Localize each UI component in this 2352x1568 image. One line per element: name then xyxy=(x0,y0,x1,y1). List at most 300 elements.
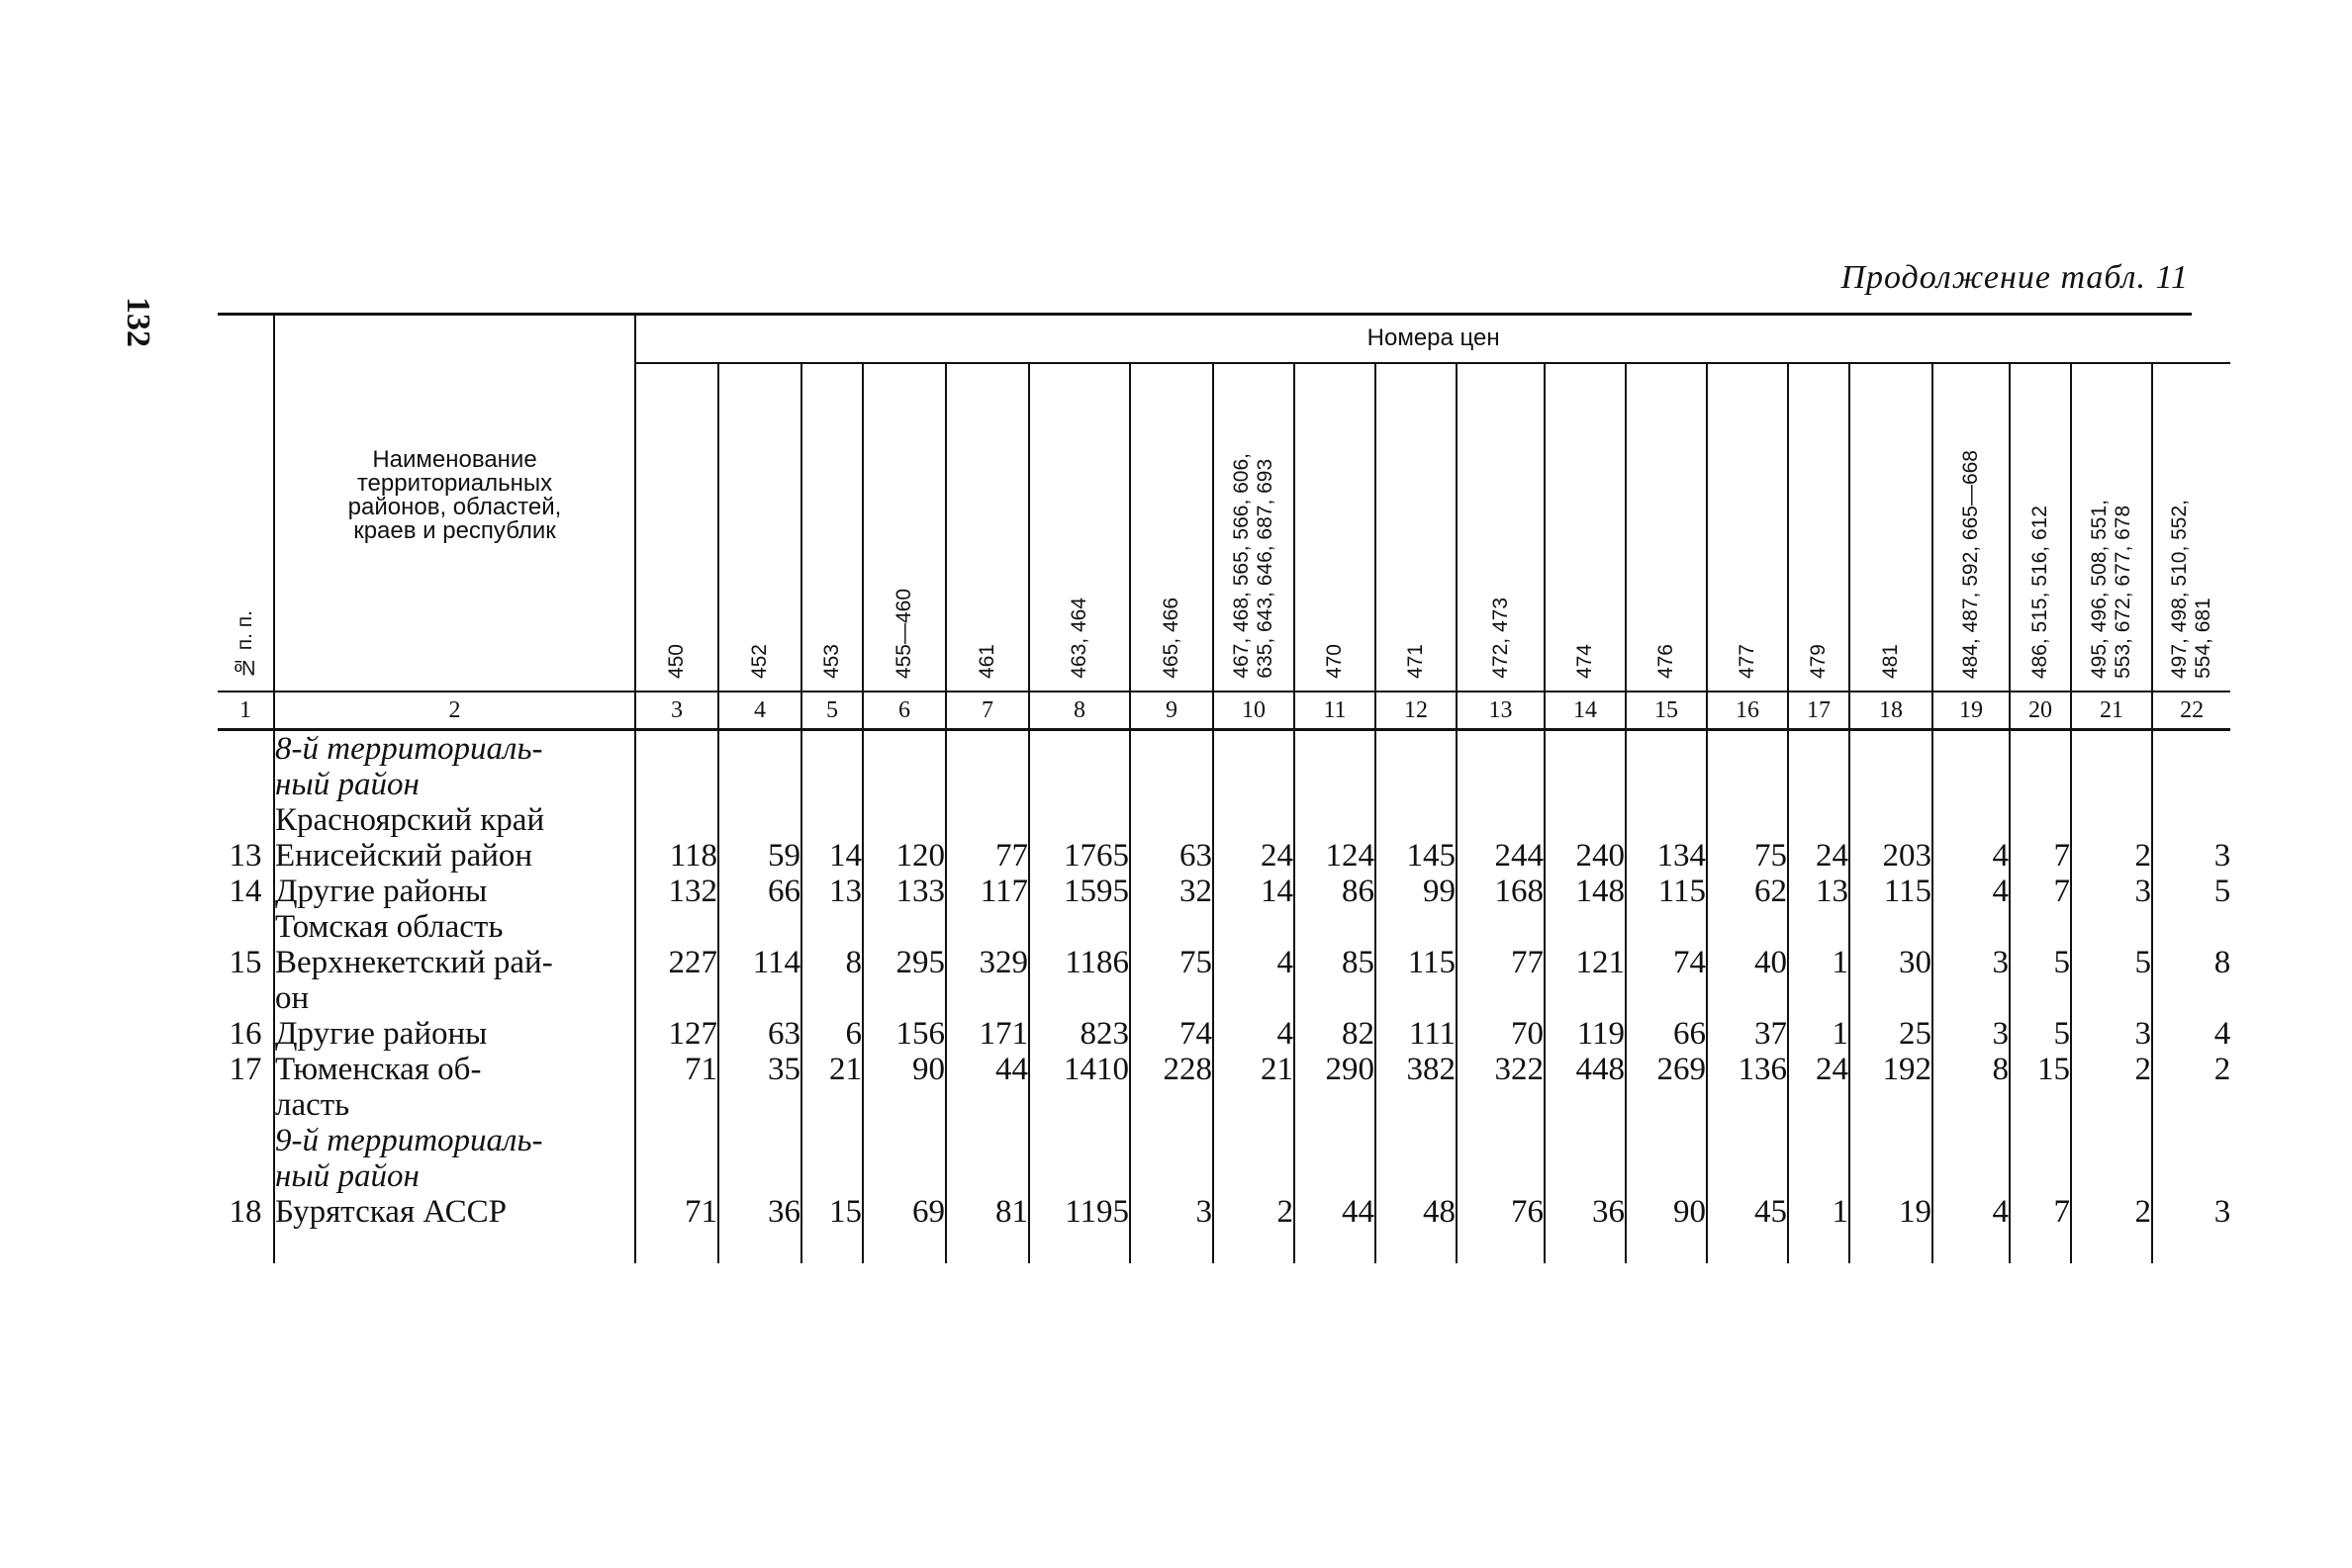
spacer-cell xyxy=(1849,1230,1932,1263)
price-value-cell: 120 xyxy=(863,838,946,874)
price-value-cell xyxy=(1375,802,1457,838)
price-value-cell xyxy=(801,802,863,838)
price-column-label: 463, 464 xyxy=(1068,598,1090,679)
price-column-label: 479 xyxy=(1807,643,1830,679)
column-number: 2 xyxy=(274,692,635,730)
price-value-cell xyxy=(1457,802,1545,838)
price-value-cell xyxy=(718,730,801,803)
price-value-cell xyxy=(1707,730,1788,803)
price-value-cell: 76 xyxy=(1457,1194,1545,1230)
price-value-cell xyxy=(1707,1123,1788,1194)
spacer-cell xyxy=(1375,1230,1457,1263)
spacer-cell xyxy=(1457,1230,1545,1263)
price-column-header xyxy=(1029,363,1130,692)
price-value-cell: 21 xyxy=(1213,1052,1294,1123)
price-value-cell xyxy=(1457,909,1545,945)
price-value-cell xyxy=(1849,730,1932,803)
price-value-cell: 115 xyxy=(1849,874,1932,909)
spacer-cell xyxy=(1213,1230,1294,1263)
price-value-cell xyxy=(946,802,1029,838)
price-value-cell xyxy=(1130,802,1213,838)
price-value-cell xyxy=(1375,1123,1457,1194)
price-value-cell xyxy=(863,802,946,838)
price-value-cell xyxy=(946,1123,1029,1194)
spacer-cell xyxy=(1788,1230,1849,1263)
price-column-header xyxy=(1932,363,2010,692)
price-value-cell: 24 xyxy=(1213,838,1294,874)
price-value-cell: 171 xyxy=(946,1016,1029,1052)
spacer-cell xyxy=(1626,1230,1707,1263)
price-value-cell xyxy=(718,909,801,945)
price-value-cell xyxy=(1029,802,1130,838)
table-continuation-title: Продолжение табл. 11 xyxy=(1840,259,2189,296)
price-column-header xyxy=(2152,363,2230,692)
price-value-cell: 15 xyxy=(2010,1052,2071,1123)
price-value-cell: 24 xyxy=(1788,838,1849,874)
price-value-cell: 77 xyxy=(946,838,1029,874)
column-number: 14 xyxy=(1545,692,1626,730)
price-value-cell: 5 xyxy=(2152,874,2230,909)
price-value-cell xyxy=(1213,802,1294,838)
price-column-label: 461 xyxy=(976,643,998,679)
price-value-cell: 13 xyxy=(1788,874,1849,909)
price-value-cell xyxy=(1788,1123,1849,1194)
price-value-cell: 45 xyxy=(1707,1194,1788,1230)
column-number: 4 xyxy=(718,692,801,730)
table-row xyxy=(218,1123,2230,1194)
price-value-cell: 2 xyxy=(2071,1052,2152,1123)
price-column-header xyxy=(2010,363,2071,692)
price-value-cell xyxy=(2010,1123,2071,1194)
price-value-cell xyxy=(1626,802,1707,838)
row-name: Томская область xyxy=(274,909,635,945)
price-value-cell xyxy=(863,909,946,945)
column-number: 16 xyxy=(1707,692,1788,730)
price-value-cell xyxy=(2071,730,2152,803)
price-value-cell: 133 xyxy=(863,874,946,909)
price-value-cell: 145 xyxy=(1375,838,1457,874)
price-value-cell xyxy=(718,802,801,838)
price-value-cell xyxy=(1029,909,1130,945)
price-value-cell xyxy=(2010,802,2071,838)
price-value-cell xyxy=(635,802,718,838)
price-value-cell xyxy=(1294,730,1375,803)
row-name: 8-й территориаль- ный район xyxy=(274,730,635,803)
row-name: Тюменская об- ласть xyxy=(274,1052,635,1123)
price-column-label: 495, 496, 508, 551, 553, 672, 677, 678 xyxy=(2088,500,2134,679)
price-value-cell: 115 xyxy=(1626,874,1707,909)
table-row xyxy=(218,838,2230,874)
row-name: Бурятская АССР xyxy=(274,1194,635,1230)
price-value-cell: 3 xyxy=(2152,1194,2230,1230)
price-value-cell xyxy=(635,909,718,945)
price-value-cell: 75 xyxy=(1707,838,1788,874)
price-value-cell: 3 xyxy=(1932,945,2010,1016)
column-number: 21 xyxy=(2071,692,2152,730)
row-number xyxy=(218,1123,274,1194)
price-value-cell: 1 xyxy=(1788,1194,1849,1230)
price-value-cell: 74 xyxy=(1626,945,1707,1016)
price-value-cell: 124 xyxy=(1294,838,1375,874)
price-column-label: 476 xyxy=(1654,643,1677,679)
price-value-cell xyxy=(1626,730,1707,803)
page-number: 132 xyxy=(120,297,156,347)
price-value-cell: 4 xyxy=(1932,1194,2010,1230)
column-number: 5 xyxy=(801,692,863,730)
price-value-cell: 14 xyxy=(1213,874,1294,909)
price-value-cell: 24 xyxy=(1788,1052,1849,1123)
price-value-cell: 21 xyxy=(801,1052,863,1123)
row-name: Красноярский край xyxy=(274,802,635,838)
price-value-cell: 132 xyxy=(635,874,718,909)
row-number: 13 xyxy=(229,838,262,874)
price-value-cell xyxy=(1130,1123,1213,1194)
price-value-cell: 19 xyxy=(1849,1194,1932,1230)
price-value-cell: 295 xyxy=(863,945,946,1016)
price-value-cell xyxy=(1932,1123,2010,1194)
price-value-cell: 134 xyxy=(1626,838,1707,874)
row-name: Другие районы xyxy=(274,874,635,909)
price-value-cell xyxy=(1213,909,1294,945)
price-value-cell xyxy=(1294,1123,1375,1194)
row-name: Другие районы xyxy=(274,1016,635,1052)
price-value-cell: 63 xyxy=(718,1016,801,1052)
price-value-cell: 25 xyxy=(1849,1016,1932,1052)
price-value-cell: 2 xyxy=(1213,1194,1294,1230)
price-value-cell: 322 xyxy=(1457,1052,1545,1123)
price-value-cell: 85 xyxy=(1294,945,1375,1016)
price-value-cell: 2 xyxy=(2071,1194,2152,1230)
price-column-header xyxy=(1375,363,1457,692)
price-value-cell xyxy=(1130,730,1213,803)
price-column-header xyxy=(1707,363,1788,692)
price-column-header xyxy=(1457,363,1545,692)
price-value-cell xyxy=(1213,1123,1294,1194)
column-number: 10 xyxy=(1213,692,1294,730)
price-column-label: 472, 473 xyxy=(1488,598,1512,679)
price-column-header xyxy=(1213,363,1294,692)
column-number: 18 xyxy=(1849,692,1932,730)
price-column-label: 465, 466 xyxy=(1160,598,1182,679)
price-value-cell: 269 xyxy=(1626,1052,1707,1123)
price-value-cell: 127 xyxy=(635,1016,718,1052)
spacer-cell xyxy=(2071,1230,2152,1263)
price-column-label: 481 xyxy=(1879,643,1902,679)
price-value-cell xyxy=(863,730,946,803)
price-value-cell xyxy=(1626,1123,1707,1194)
price-value-cell xyxy=(1707,802,1788,838)
price-column-label: 470 xyxy=(1323,643,1346,679)
column-number: 12 xyxy=(1375,692,1457,730)
spacer-cell xyxy=(2010,1230,2071,1263)
price-value-cell: 192 xyxy=(1849,1052,1932,1123)
price-value-cell xyxy=(801,730,863,803)
price-value-cell xyxy=(1545,802,1626,838)
price-value-cell: 227 xyxy=(635,945,718,1016)
price-column-header xyxy=(1788,363,1849,692)
price-value-cell xyxy=(1545,730,1626,803)
price-value-cell: 8 xyxy=(2152,945,2230,1016)
price-column-label: 474 xyxy=(1573,643,1596,679)
price-value-cell: 121 xyxy=(1545,945,1626,1016)
price-value-cell: 86 xyxy=(1294,874,1375,909)
price-column-header xyxy=(718,363,801,692)
price-column-label: 484, 487, 592, 665—668 xyxy=(1959,449,1982,679)
table-row xyxy=(218,1194,2230,1230)
price-value-cell xyxy=(1932,802,2010,838)
column-numbers-row xyxy=(218,692,2230,730)
price-column-header xyxy=(946,363,1029,692)
price-value-cell: 4 xyxy=(1932,838,2010,874)
price-value-cell: 44 xyxy=(1294,1194,1375,1230)
price-value-cell: 3 xyxy=(1932,1016,2010,1052)
price-value-cell: 30 xyxy=(1849,945,1932,1016)
column-number: 3 xyxy=(635,692,718,730)
price-column-header xyxy=(1849,363,1932,692)
price-value-cell: 448 xyxy=(1545,1052,1626,1123)
spacer-cell xyxy=(635,1230,718,1263)
column-number: 15 xyxy=(1626,692,1707,730)
price-value-cell: 1765 xyxy=(1029,838,1130,874)
price-value-cell xyxy=(946,909,1029,945)
row-number xyxy=(218,730,274,803)
price-column-label: 471 xyxy=(1404,643,1427,679)
spacer-cell xyxy=(1545,1230,1626,1263)
price-value-cell: 82 xyxy=(1294,1016,1375,1052)
column-number: 22 xyxy=(2152,692,2230,730)
row-number: 17 xyxy=(229,1052,262,1087)
price-value-cell xyxy=(1029,730,1130,803)
price-value-cell: 2 xyxy=(2071,838,2152,874)
spacer-cell xyxy=(1029,1230,1130,1263)
column-number: 8 xyxy=(1029,692,1130,730)
price-value-cell: 81 xyxy=(946,1194,1029,1230)
price-value-cell: 118 xyxy=(635,838,718,874)
spacer-cell xyxy=(1294,1230,1375,1263)
header-seq-no xyxy=(218,315,274,692)
price-value-cell xyxy=(1375,909,1457,945)
price-value-cell xyxy=(1788,802,1849,838)
price-value-cell: 382 xyxy=(1375,1052,1457,1123)
price-value-cell xyxy=(2152,730,2230,803)
header-name: Наименование территориальных районов, областей, краев и республик xyxy=(274,315,635,692)
price-value-cell xyxy=(2071,1123,2152,1194)
spacer-cell xyxy=(274,1230,635,1263)
row-number: 18 xyxy=(229,1194,262,1230)
spacer-cell xyxy=(1707,1230,1788,1263)
price-value-cell xyxy=(1130,909,1213,945)
price-value-cell xyxy=(2010,730,2071,803)
price-value-cell xyxy=(1213,730,1294,803)
price-value-cell: 13 xyxy=(801,874,863,909)
price-column-header xyxy=(2071,363,2152,692)
row-number xyxy=(218,802,274,838)
spacer-cell xyxy=(801,1230,863,1263)
column-number: 13 xyxy=(1457,692,1545,730)
price-value-cell: 117 xyxy=(946,874,1029,909)
row-number xyxy=(218,909,274,945)
spacer-cell xyxy=(1130,1230,1213,1263)
price-value-cell: 3 xyxy=(2071,874,2152,909)
price-value-cell: 3 xyxy=(1130,1194,1213,1230)
price-value-cell: 37 xyxy=(1707,1016,1788,1052)
price-value-cell: 1595 xyxy=(1029,874,1130,909)
column-number: 7 xyxy=(946,692,1029,730)
price-table xyxy=(218,315,2230,1263)
price-value-cell: 66 xyxy=(718,874,801,909)
price-value-cell: 90 xyxy=(1626,1194,1707,1230)
price-value-cell: 148 xyxy=(1545,874,1626,909)
price-value-cell xyxy=(1294,909,1375,945)
price-value-cell: 5 xyxy=(2010,945,2071,1016)
price-column-header xyxy=(801,363,863,692)
price-value-cell: 168 xyxy=(1457,874,1545,909)
price-value-cell xyxy=(718,1123,801,1194)
price-value-cell: 2 xyxy=(2152,1052,2230,1123)
price-value-cell: 5 xyxy=(2010,1016,2071,1052)
row-number: 16 xyxy=(229,1016,262,1052)
column-number: 9 xyxy=(1130,692,1213,730)
price-value-cell: 115 xyxy=(1375,945,1457,1016)
price-column-label: 453 xyxy=(820,643,843,679)
price-value-cell: 203 xyxy=(1849,838,1932,874)
spacer-cell xyxy=(863,1230,946,1263)
price-column-label: 450 xyxy=(665,643,688,679)
price-value-cell xyxy=(2071,802,2152,838)
price-value-cell xyxy=(1849,909,1932,945)
price-value-cell xyxy=(1788,730,1849,803)
price-value-cell: 4 xyxy=(1932,874,2010,909)
price-value-cell: 4 xyxy=(1213,1016,1294,1052)
price-value-cell xyxy=(635,1123,718,1194)
price-value-cell: 244 xyxy=(1457,838,1545,874)
column-number: 11 xyxy=(1294,692,1375,730)
price-value-cell: 7 xyxy=(2010,874,2071,909)
spacer-cell xyxy=(2152,1230,2230,1263)
price-column-label: 477 xyxy=(1736,643,1758,679)
price-value-cell: 7 xyxy=(2010,1194,2071,1230)
price-column-header xyxy=(1294,363,1375,692)
table-row xyxy=(218,1052,2230,1123)
price-value-cell: 70 xyxy=(1457,1016,1545,1052)
price-value-cell: 290 xyxy=(1294,1052,1375,1123)
row-name: Енисейский район xyxy=(274,838,635,874)
column-number: 19 xyxy=(1932,692,2010,730)
price-value-cell xyxy=(1457,1123,1545,1194)
price-value-cell xyxy=(946,730,1029,803)
price-value-cell: 62 xyxy=(1707,874,1788,909)
price-value-cell: 329 xyxy=(946,945,1029,1016)
price-value-cell: 90 xyxy=(863,1052,946,1123)
price-value-cell: 111 xyxy=(1375,1016,1457,1052)
price-column-header xyxy=(863,363,946,692)
price-value-cell: 5 xyxy=(2071,945,2152,1016)
price-value-cell xyxy=(2071,909,2152,945)
spacer-cell xyxy=(946,1230,1029,1263)
spacer-cell xyxy=(218,1230,274,1263)
table-row xyxy=(218,945,2230,1016)
price-value-cell: 823 xyxy=(1029,1016,1130,1052)
price-value-cell: 114 xyxy=(718,945,801,1016)
price-value-cell xyxy=(1545,909,1626,945)
price-value-cell: 6 xyxy=(801,1016,863,1052)
price-value-cell xyxy=(2152,909,2230,945)
row-name: Верхнекетский рай- он xyxy=(274,945,635,1016)
column-number: 6 xyxy=(863,692,946,730)
price-value-cell: 240 xyxy=(1545,838,1626,874)
price-value-cell: 75 xyxy=(1130,945,1213,1016)
price-column-label: 467, 468, 565, 566, 606, 635, 643, 646, 687, 693 xyxy=(1230,453,1276,679)
table-row xyxy=(218,802,2230,838)
price-value-cell xyxy=(2010,909,2071,945)
price-value-cell: 1410 xyxy=(1029,1052,1130,1123)
price-value-cell xyxy=(1457,730,1545,803)
price-column-label: 497, 498, 510, 552, 554, 681 xyxy=(2168,500,2215,679)
row-number: 15 xyxy=(229,945,262,980)
table-row xyxy=(218,1016,2230,1052)
header-seq-no-label: № п. п. xyxy=(234,609,256,679)
price-value-cell: 3 xyxy=(2152,838,2230,874)
price-value-cell: 63 xyxy=(1130,838,1213,874)
price-value-cell xyxy=(1626,909,1707,945)
price-value-cell: 8 xyxy=(801,945,863,1016)
price-value-cell: 4 xyxy=(1213,945,1294,1016)
price-value-cell: 71 xyxy=(635,1194,718,1230)
price-value-cell xyxy=(1849,1123,1932,1194)
price-value-cell xyxy=(1545,1123,1626,1194)
price-value-cell: 3 xyxy=(2071,1016,2152,1052)
row-name: 9-й территориаль- ный район xyxy=(274,1123,635,1194)
price-column-label: 455—460 xyxy=(893,588,915,679)
price-column-label: 486, 515, 516, 612 xyxy=(2028,505,2051,679)
price-value-cell: 136 xyxy=(1707,1052,1788,1123)
table-body xyxy=(218,730,2230,1264)
price-value-cell xyxy=(863,1123,946,1194)
price-value-cell xyxy=(635,730,718,803)
price-value-cell: 228 xyxy=(1130,1052,1213,1123)
table-row xyxy=(218,874,2230,909)
price-value-cell: 77 xyxy=(1457,945,1545,1016)
price-value-cell xyxy=(1375,730,1457,803)
price-value-cell: 66 xyxy=(1626,1016,1707,1052)
price-value-cell: 4 xyxy=(2152,1016,2230,1052)
price-value-cell xyxy=(1932,730,2010,803)
price-column-header xyxy=(1545,363,1626,692)
price-value-cell xyxy=(801,1123,863,1194)
row-number: 14 xyxy=(229,874,262,909)
price-value-cell: 59 xyxy=(718,838,801,874)
price-value-cell: 14 xyxy=(801,838,863,874)
column-number: 17 xyxy=(1788,692,1849,730)
price-column-header xyxy=(635,363,718,692)
price-column-header xyxy=(1626,363,1707,692)
price-value-cell: 156 xyxy=(863,1016,946,1052)
price-value-cell: 99 xyxy=(1375,874,1457,909)
price-value-cell: 119 xyxy=(1545,1016,1626,1052)
column-number: 20 xyxy=(2010,692,2071,730)
price-value-cell: 32 xyxy=(1130,874,1213,909)
price-value-cell: 1 xyxy=(1788,945,1849,1016)
price-column-header xyxy=(1130,363,1213,692)
price-value-cell xyxy=(801,909,863,945)
table-row xyxy=(218,730,2230,803)
spacer-cell xyxy=(718,1230,801,1263)
price-value-cell xyxy=(1932,909,2010,945)
price-value-cell xyxy=(1849,802,1932,838)
price-value-cell xyxy=(1029,1123,1130,1194)
price-value-cell xyxy=(2152,1123,2230,1194)
price-value-cell: 1 xyxy=(1788,1016,1849,1052)
